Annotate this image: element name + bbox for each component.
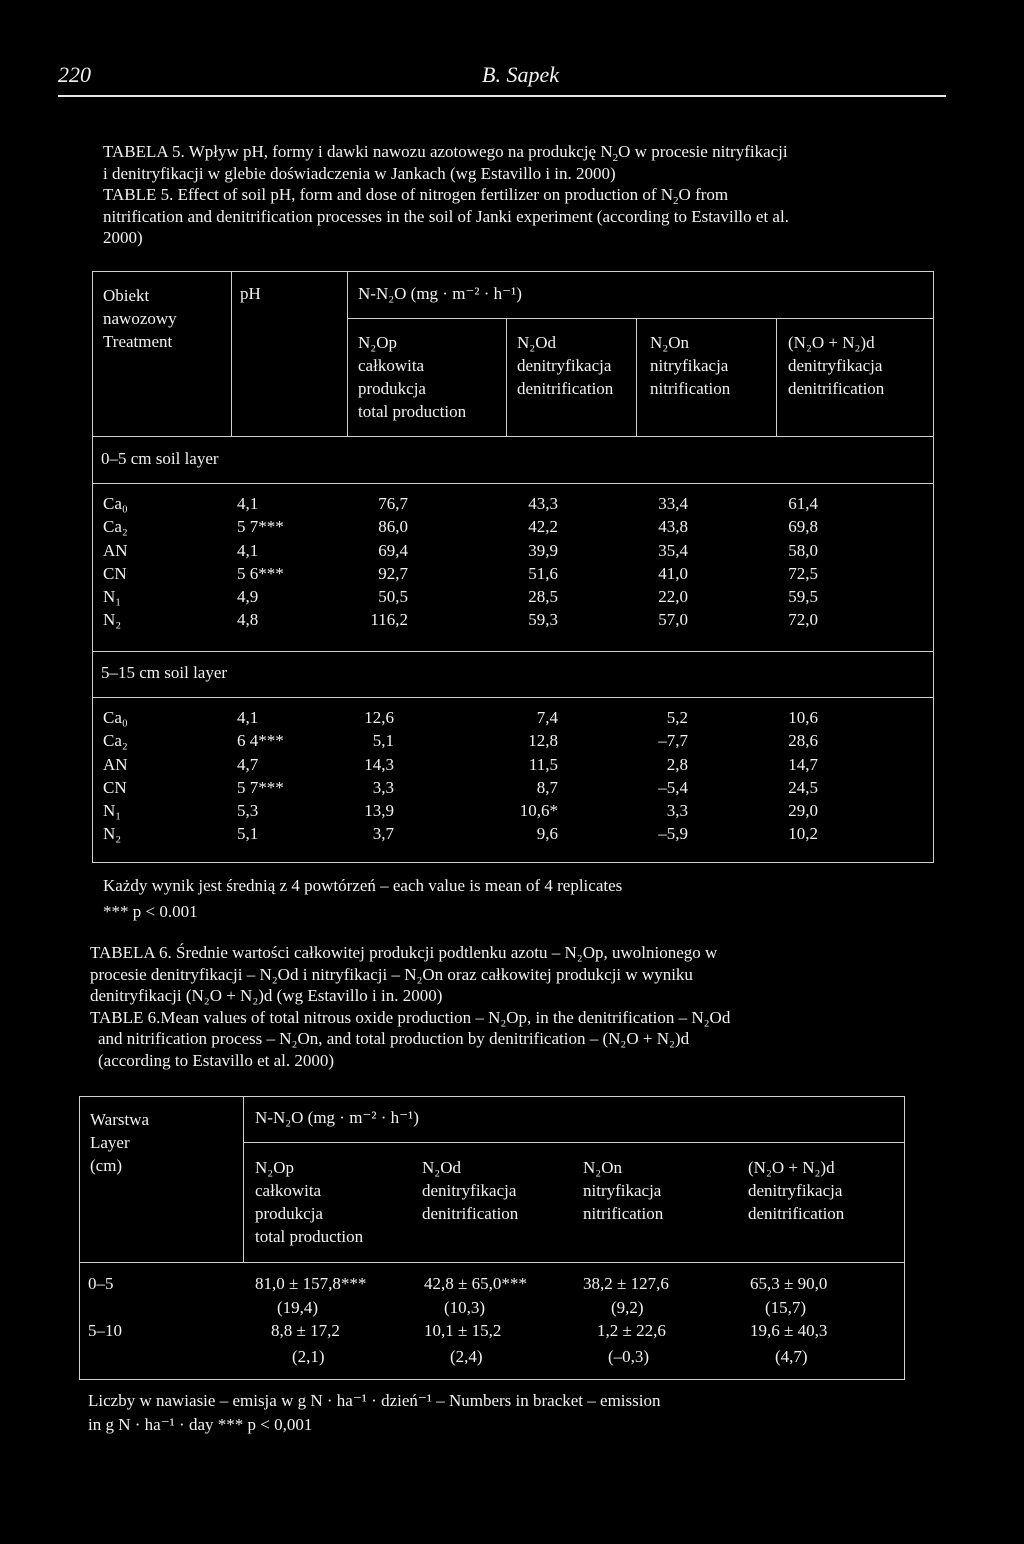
table-cell: 3,3 — [666, 801, 688, 821]
table-cell: 12,8 — [528, 731, 558, 751]
table6-row2-n2od-bracket: (2,4) — [450, 1347, 483, 1366]
table-cell: 24,5 — [788, 777, 818, 797]
table6-row2-n2on-bracket: (–0,3) — [608, 1347, 650, 1366]
table5-col-treatment-2 — [103, 706, 128, 846]
table-cell: AN — [103, 754, 128, 774]
table-cell: 7,4 — [536, 708, 558, 727]
table-cell: N₁ — [103, 801, 122, 821]
table-cell: 10,2 — [788, 824, 818, 844]
table6-row1-n2on-bracket: (9,2) — [611, 1298, 644, 1317]
table6-row2-layer: 5–10 — [88, 1321, 122, 1340]
table5-col-n2op-2 — [350, 706, 394, 846]
table5-header-object: Obiekt nawozowy Treatment — [103, 286, 177, 351]
table-cell: N₁ — [103, 587, 122, 607]
page-number: 220 — [58, 62, 91, 87]
table6-row2-n2o-n2d-bracket: (4,7) — [775, 1347, 808, 1366]
table6-caption-1: TABELA 6. Średnie wartości całkowitej produkcji podtlenku azotu – N₂Op, uwolnionego w — [90, 943, 718, 962]
table-cell: 57,0 — [658, 610, 688, 630]
table5-header-ph: pH — [240, 284, 261, 303]
table5-col-treatment-1 — [103, 492, 128, 632]
table-cell: N₂ — [103, 824, 122, 844]
table5-col-n2on-2 — [630, 706, 688, 846]
table-cell: 33,4 — [658, 494, 688, 513]
table5-header-n2o-n2d: (N₂O + N₂)d denitryfikacja denitrification — [788, 333, 885, 398]
table5-section-layer1: 0–5 cm soil layer — [101, 449, 219, 468]
table-cell: 6 4*** — [237, 731, 284, 751]
table6-row1-n2op-bracket: (19,4) — [277, 1298, 319, 1317]
table-cell: 39,9 — [528, 540, 558, 560]
table6-row1-n2op: 81,0 ± 157,8*** — [255, 1274, 367, 1293]
table5-section-layer2: 5–15 cm soil layer — [101, 663, 228, 682]
table-cell: Ca₀ — [103, 708, 128, 727]
table-cell: 116,2 — [370, 610, 408, 630]
table5-col-n2o-n2d-2 — [760, 706, 818, 846]
table6-caption-3: denitryfikacji (N₂O + N₂)d (wg Estavillo i in. 2000) — [90, 986, 443, 1005]
table5-caption-pl-1: TABELA 5. Wpływ pH, formy i dawki nawozu azotowego na produkcję N — [103, 142, 613, 161]
table5-col-n2o-n2d-1 — [760, 492, 818, 632]
table5-col-n2od-1 — [500, 492, 558, 632]
table6-caption-6: (according to Estavillo et al. 2000) — [98, 1050, 335, 1070]
table-cell: N₂ — [103, 610, 122, 630]
table-cell: 72,5 — [788, 563, 818, 583]
table-cell: 11,5 — [528, 754, 558, 774]
table-cell: 50,5 — [378, 587, 408, 607]
table-cell: 3,3 — [372, 777, 394, 797]
table5-header-unit: N-N₂O (mg · m⁻² · h⁻¹) — [358, 284, 522, 303]
table5-caption-pl-1b: O w procesie nitryfikacji — [618, 142, 788, 161]
table6-row2-n2op-bracket: (2,1) — [292, 1347, 325, 1366]
table-cell: –5,4 — [658, 777, 688, 797]
table-cell: 43,8 — [658, 517, 688, 537]
table-cell: 69,4 — [378, 540, 408, 560]
table5-caption-en-2: nitrification and denitrification processes in the soil of Janki experiment (according to Estavillo et al. — [103, 206, 789, 226]
table-cell: 5 6*** — [237, 563, 284, 583]
table-cell: 10,6 — [788, 708, 818, 727]
table5-col-ph-2 — [237, 706, 284, 846]
table-cell: 28,5 — [528, 587, 558, 607]
table-cell: 5,1 — [237, 824, 259, 844]
running-head-author: B. Sapek — [482, 62, 559, 87]
table6-header-n2op: N₂Op całkowita produkcja total production — [255, 1158, 364, 1246]
table5-caption-en-3: 2000) — [103, 228, 143, 247]
table-cell: 86,0 — [378, 517, 408, 537]
table-cell: 13,9 — [364, 801, 394, 821]
table5-caption-pl-2: i denitryfikacji w glebie doświadczenia w Jankach (wg Estavillo i in. 2000) — [103, 163, 616, 183]
table-cell: 5 7*** — [237, 777, 284, 797]
table6-header-n2on: N₂On nitryfikacja nitrification — [583, 1158, 664, 1223]
table-cell: 4,1 — [237, 708, 259, 727]
table-cell: 14,3 — [364, 754, 394, 774]
table5-col-n2op-1 — [350, 492, 408, 632]
table-cell: Ca₂ — [103, 517, 128, 537]
table-cell: 9,6 — [536, 824, 558, 844]
table-cell: 5,1 — [372, 731, 394, 751]
table6-row1-n2o-n2d-bracket: (15,7) — [765, 1298, 807, 1317]
table6-header-layer: Warstwa Layer (cm) — [90, 1110, 150, 1175]
table6-note-2: in g N · ha⁻¹ · day *** p < 0,001 — [88, 1415, 313, 1434]
table6-row2-n2op: 8,8 ± 17,2 — [271, 1321, 340, 1340]
table-cell: 72,0 — [788, 610, 818, 630]
table-cell: 59,3 — [528, 610, 558, 630]
table6-header-n2od: N₂Od denitryfikacja denitrification — [422, 1158, 519, 1223]
table-cell: 5,3 — [237, 801, 259, 821]
table-cell: 4,7 — [237, 754, 259, 774]
table6-header-n2o-n2d: (N₂O + N₂)d denitryfikacja denitrification — [748, 1158, 845, 1223]
table-cell: 41,0 — [658, 563, 688, 583]
table-cell: 5 7*** — [237, 517, 284, 537]
table5-note-1: Każdy wynik jest średnią z 4 powtórzeń – each value is mean of 4 replicates — [103, 876, 623, 895]
table6-caption — [90, 942, 730, 1071]
table6-row1-n2o-n2d: 65,3 ± 90,0 — [750, 1274, 828, 1293]
table5-col-n2od-2 — [500, 706, 558, 846]
table-cell: 2,8 — [666, 754, 688, 774]
table6-caption-2: procesie denitryfikacji – N₂Od i nitryfikacji – N₂On oraz całkowitej produkcji w wyniku — [90, 964, 693, 984]
table5-header-n2op: N₂Op całkowita produkcja total production — [358, 333, 467, 421]
table-cell: 8,7 — [536, 777, 558, 797]
table5-caption-en-1: TABLE 5. Effect of soil pH, form and dose of nitrogen fertilizer on production of N — [103, 185, 674, 204]
table-cell: 35,4 — [658, 540, 688, 560]
table-cell: –5,9 — [658, 824, 688, 844]
table6-caption-5: and nitrification process – N₂On, and total production by denitrification – (N₂O + N₂)d — [98, 1029, 690, 1048]
table-cell: 10,6* — [519, 801, 558, 821]
table6-row2-n2od: 10,1 ± 15,2 — [424, 1321, 502, 1340]
table-cell: 28,6 — [788, 731, 818, 751]
table-cell: 42,2 — [528, 517, 558, 537]
table6-header-unit: N-N₂O (mg · m⁻² · h⁻¹) — [255, 1108, 419, 1127]
table-cell: 59,5 — [788, 587, 818, 607]
table5-col-ph-1 — [237, 492, 284, 632]
table-cell: 4,9 — [237, 587, 259, 607]
table-cell: –7,7 — [658, 731, 688, 751]
table-cell: AN — [103, 540, 128, 560]
table-cell: 4,1 — [237, 494, 259, 513]
table-cell: 58,0 — [788, 540, 818, 560]
table-cell: 5,2 — [666, 708, 688, 727]
table-cell: 51,6 — [528, 563, 558, 583]
table-cell: CN — [103, 777, 127, 797]
table-cell: 4,1 — [237, 540, 259, 560]
table6-row2-n2on: 1,2 ± 22,6 — [597, 1321, 666, 1340]
table-cell: 92,7 — [378, 563, 408, 583]
table-cell: 29,0 — [788, 801, 818, 821]
table6-row2-n2o-n2d: 19,6 ± 40,3 — [750, 1321, 828, 1340]
table-cell: Ca₂ — [103, 731, 128, 751]
table-cell: 22,0 — [658, 587, 688, 607]
table5-caption-en-1b: O from — [678, 185, 729, 204]
table-cell: 43,3 — [528, 494, 558, 513]
table5-caption: TABELA 5. Wpływ pH, formy i dawki nawozu azotowego na produkcję $N_2O$ w procesie nitryfikacji i denitryfikacji w glebie doświadczenia w Jankach (wg Estavillo i in. 2000) TABLE 5. Effect of soil pH, form and dose of nitrogen fertilizer on production of $N_2O$ from nitrification and denitrification processes in the soil of Janki experiment (according to Estavillo et al. 2000) — [103, 142, 789, 247]
table-cell: 61,4 — [788, 494, 818, 513]
table-cell: 4,8 — [237, 610, 259, 630]
table-cell: CN — [103, 563, 127, 583]
table-cell: 76,7 — [378, 494, 408, 513]
table-cell: 14,7 — [788, 754, 818, 774]
table5-header-n2od: N₂Od denitryfikacja denitrification — [517, 333, 614, 398]
table6-row1-layer: 0–5 — [88, 1274, 114, 1293]
table5-note-2: *** p < 0.001 — [103, 902, 198, 921]
table-cell: 3,7 — [372, 824, 394, 844]
table6-note-1: Liczby w nawiasie – emisja w g N · ha⁻¹ · dzień⁻¹ – Numbers in bracket – emission — [88, 1391, 661, 1410]
table-cell: 12,6 — [364, 708, 394, 727]
table6-row1-n2on: 38,2 ± 127,6 — [583, 1274, 669, 1293]
table5-col-n2on-1 — [630, 492, 688, 632]
table5-header-n2on: N₂On nitryfikacja nitrification — [650, 333, 731, 398]
table-cell: Ca₀ — [103, 494, 128, 513]
table-cell: 69,8 — [788, 517, 818, 537]
table6-caption-4: TABLE 6.Mean values of total nitrous oxide production – N₂Op, in the denitrification – N₂Od — [90, 1007, 731, 1027]
table6-row1-n2od: 42,8 ± 65,0*** — [424, 1274, 527, 1293]
table6-row1-n2od-bracket: (10,3) — [444, 1298, 486, 1317]
header-rule — [58, 95, 946, 97]
